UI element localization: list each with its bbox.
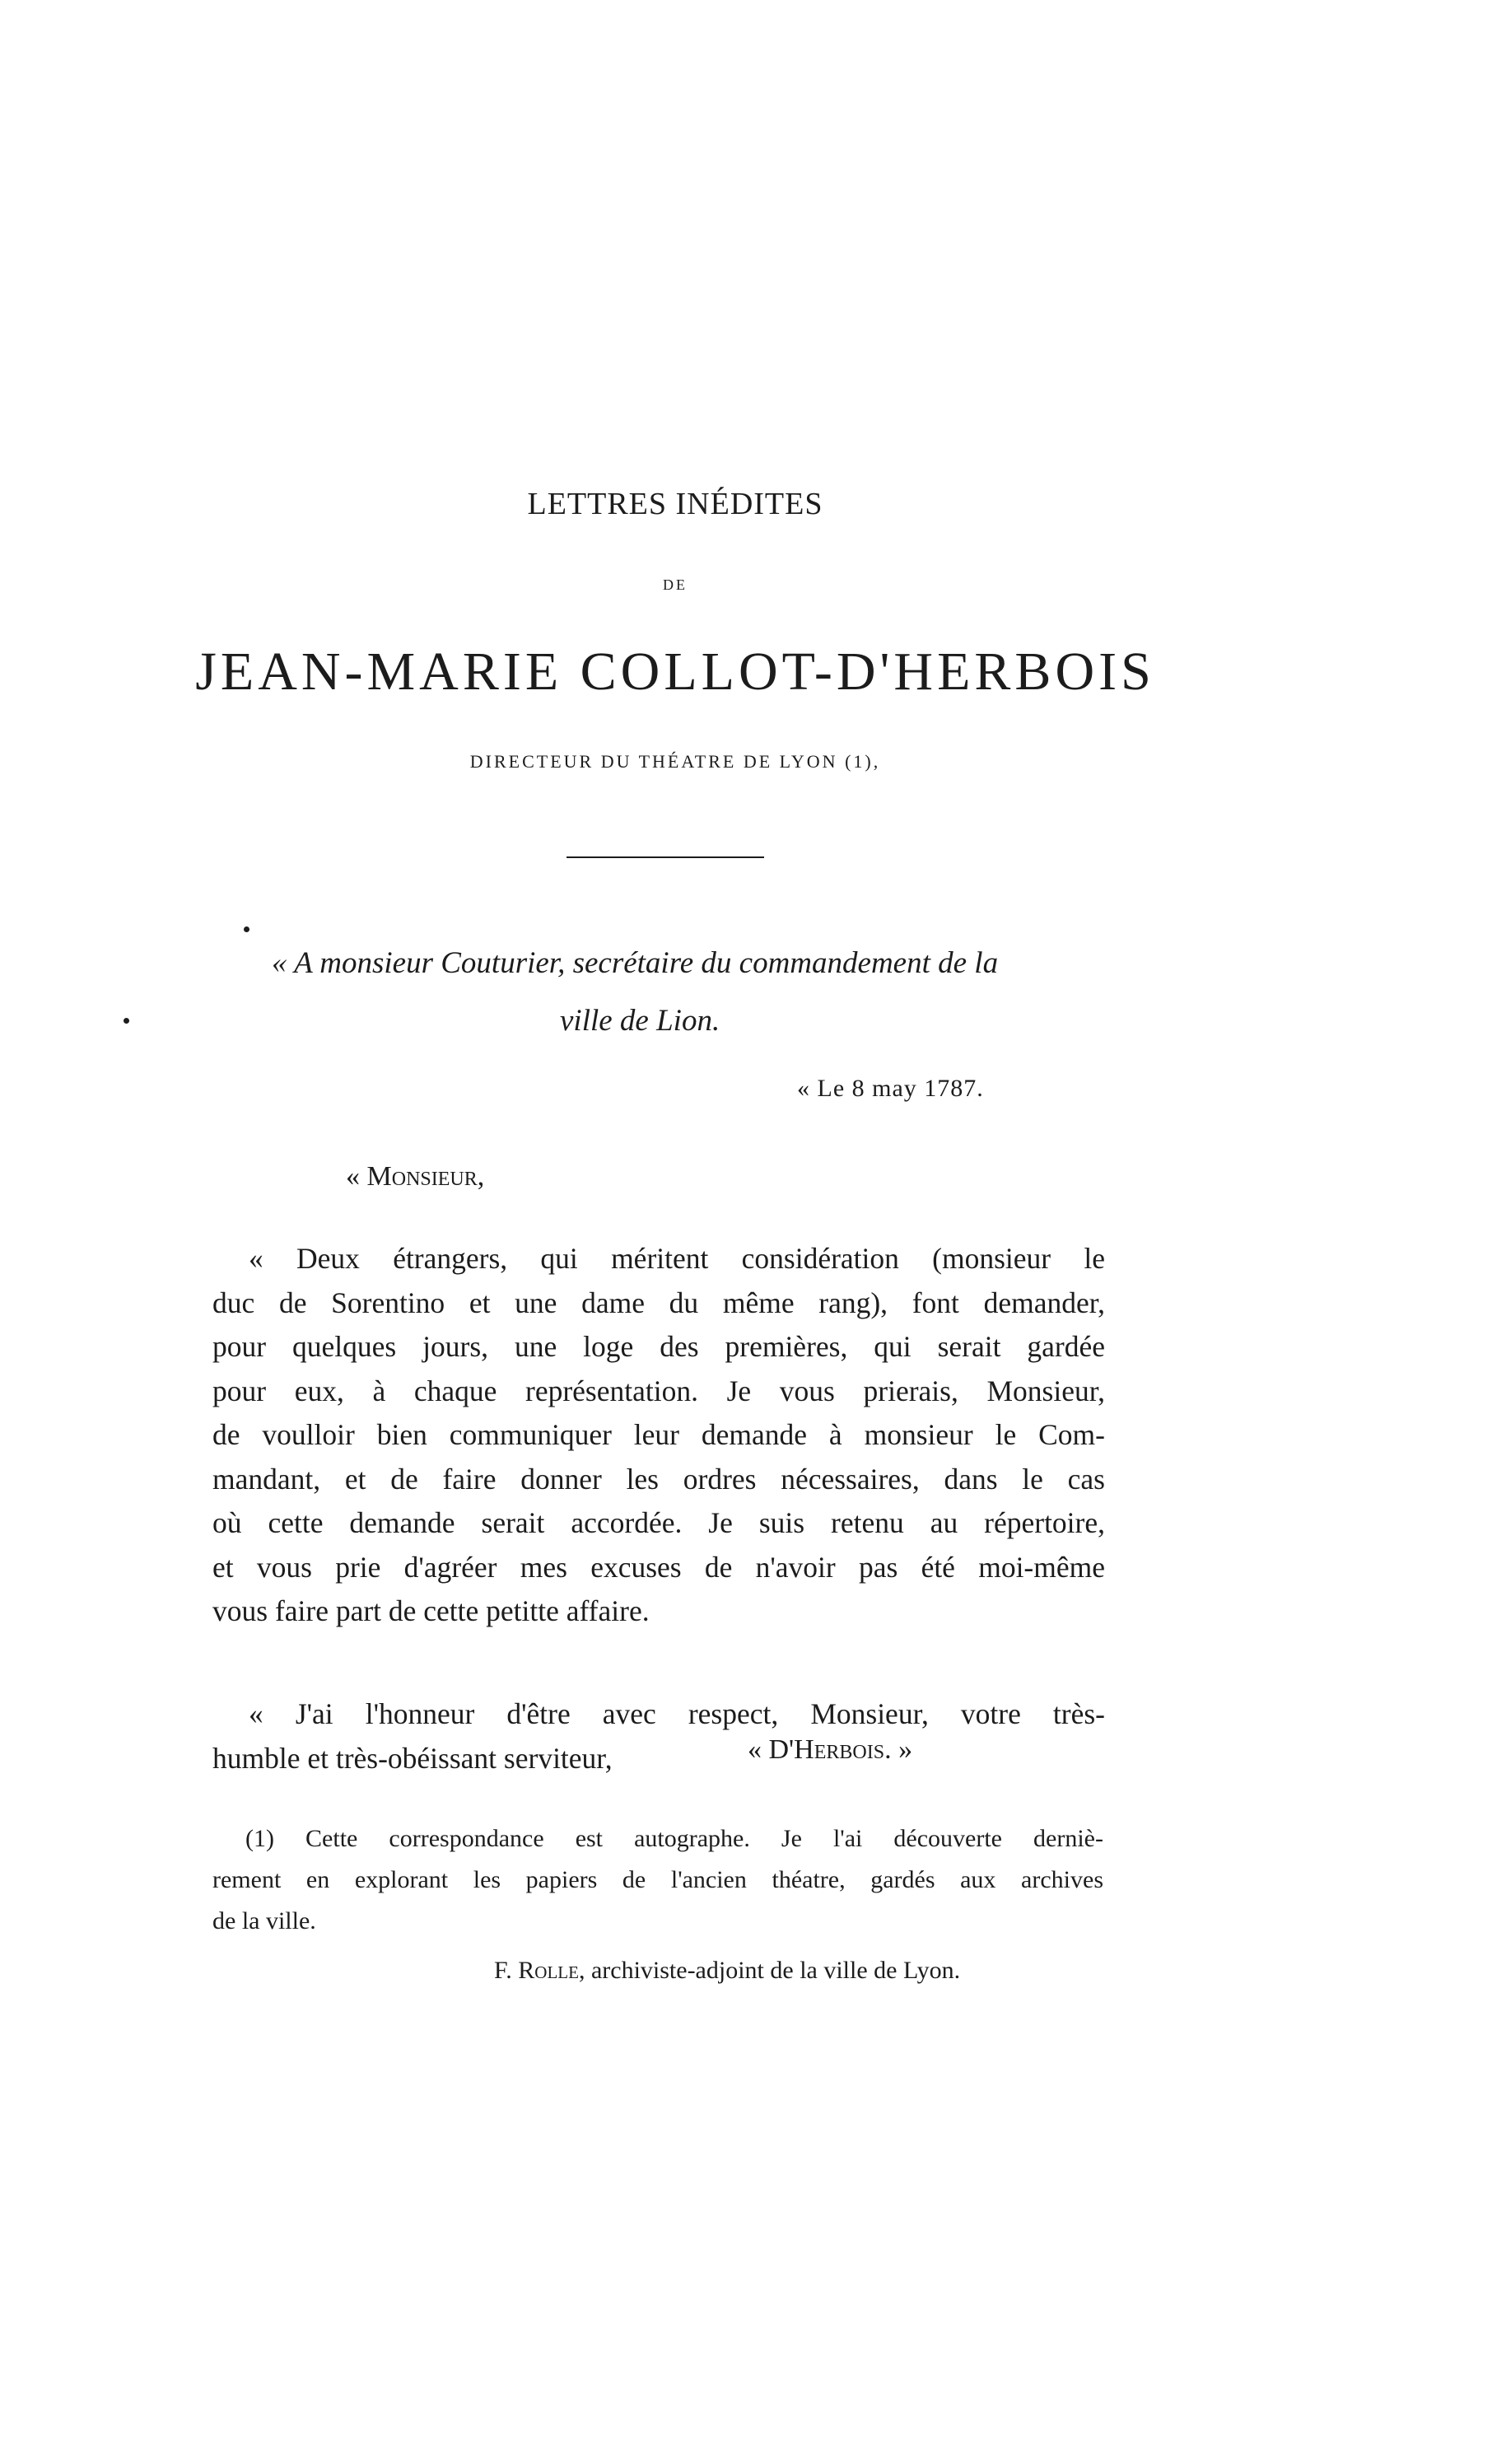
letter-body-line: vous faire part de cette petitte affaire.	[212, 1594, 650, 1627]
ink-speck	[124, 1018, 129, 1024]
footnote-line: rement en explorant les papiers de l'ancien théatre, gardés aux archives	[212, 1866, 1103, 1893]
letter-body-line: « Deux étrangers, qui méritent considération (monsieur le	[249, 1242, 1105, 1275]
letter-body	[212, 1237, 1105, 1634]
footnote-line: (1) Cette correspondance est autographe. Je l'ai découverte derniè-	[245, 1825, 1103, 1852]
letter-closing-line: humble et très-obéissant serviteur,	[212, 1741, 613, 1775]
document-title: LETTRES INÉDITES	[527, 487, 823, 521]
letter-body-line: de voulloir bien communiquer leur demande à monsieur le Com-	[212, 1418, 1105, 1451]
author-name-heading: JEAN-MARIE COLLOT-D'HERBOIS	[195, 642, 1155, 702]
footnote	[212, 1818, 1103, 1942]
footnote-signature	[494, 1957, 960, 1985]
footnote-signature-name: F. Rolle	[494, 1957, 579, 1984]
letter-signature: « D'Herbois. »	[748, 1734, 913, 1765]
letter-body-line: mandant, et de faire donner les ordres nécessaires, dans le cas	[212, 1462, 1105, 1496]
letter-closing	[212, 1692, 1105, 1780]
ink-speck	[244, 926, 249, 932]
letter-body-line: où cette demande serait accordée. Je suis retenu au répertoire,	[212, 1506, 1105, 1539]
letter-body-line: pour eux, à chaque représentation. Je vous prierais, Monsieur,	[212, 1374, 1105, 1407]
footnote-line: de la ville.	[212, 1907, 316, 1934]
letter-body-line: et vous prie d'agréer mes excuses de n'avoir pas été moi-même	[212, 1550, 1105, 1584]
letter-body-line: duc de Sorentino et une dame du même rang), font demander,	[212, 1286, 1105, 1319]
letter-address-line-2: ville de Lion.	[560, 1004, 720, 1038]
title-preposition: DE	[663, 576, 688, 593]
title-divider-rule	[566, 856, 764, 858]
footnote-signature-title: , archiviste-adjoint de la ville de Lyon.	[578, 1957, 961, 1984]
letter-address-line-1: « A monsieur Couturier, secrétaire du commandement de la	[272, 946, 999, 980]
letter-closing-line: « J'ai l'honneur d'être avec respect, Monsieur, votre très-	[249, 1697, 1105, 1730]
author-subtitle: DIRECTEUR DU THÉATRE DE LYON (1),	[469, 751, 881, 772]
letter-salutation: « Monsieur,	[346, 1161, 485, 1192]
letter-date: « Le 8 may 1787.	[797, 1075, 984, 1102]
letter-body-line: pour quelques jours, une loge des premières, qui serait gardée	[212, 1330, 1105, 1363]
